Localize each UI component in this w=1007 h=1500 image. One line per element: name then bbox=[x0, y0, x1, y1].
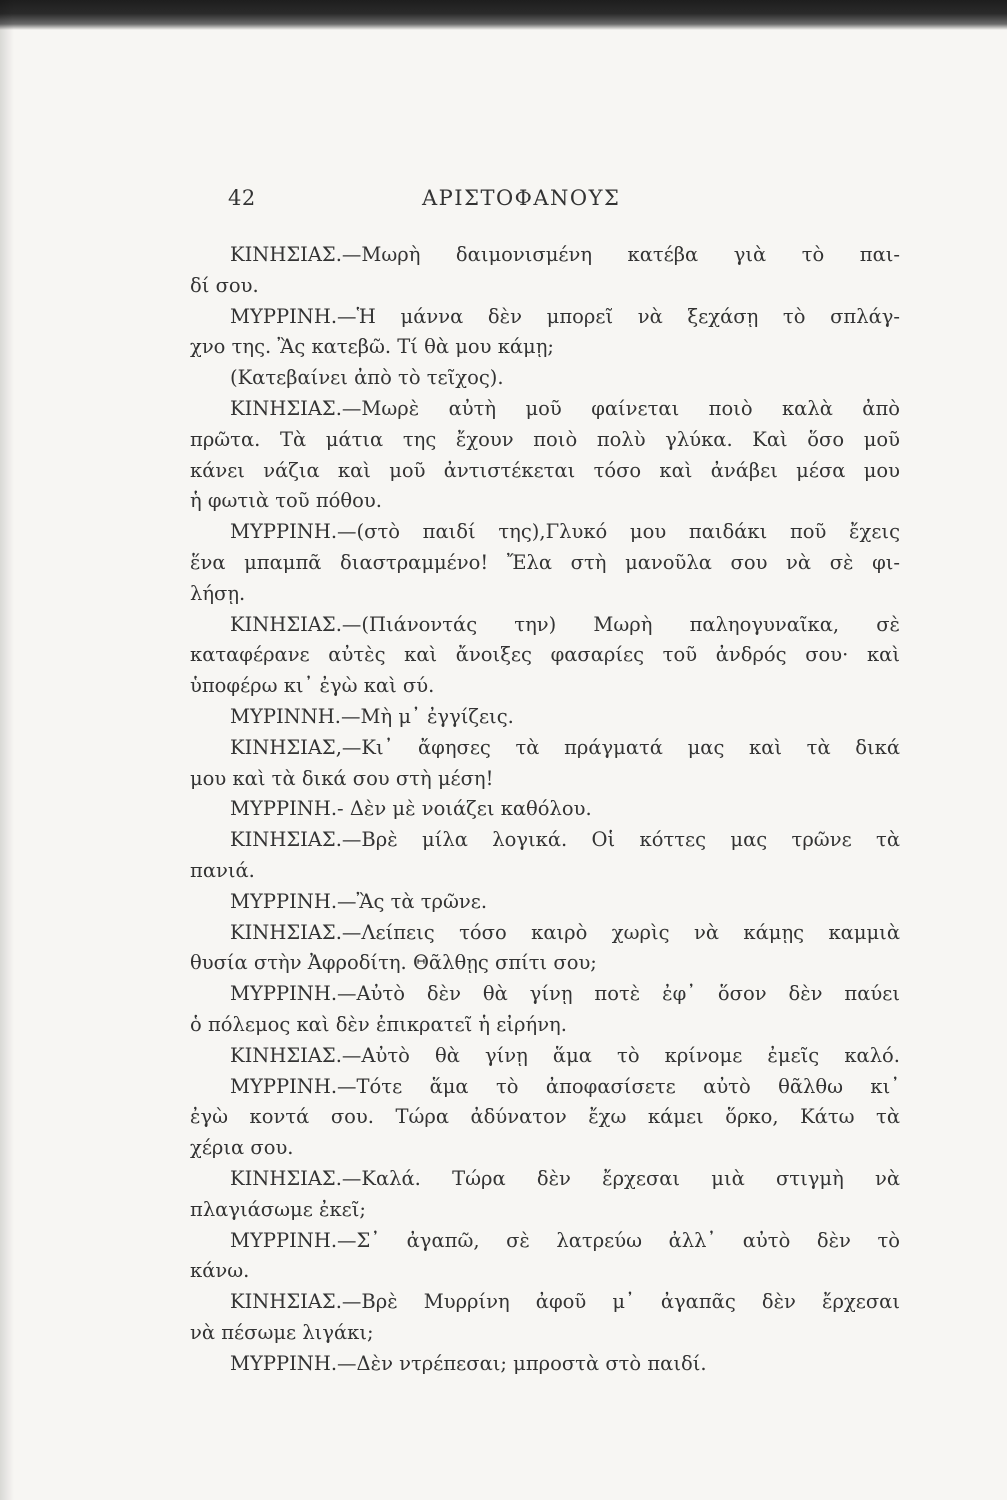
text-line: χνο της. Ἂς κατεβῶ. Τί θὰ μου κάμῃ; bbox=[190, 335, 554, 358]
running-title: ΑΡΙΣΤΟΦΑΝΟΥΣ bbox=[422, 186, 621, 210]
text-line: πανιά. bbox=[190, 859, 255, 882]
text-line: χέρια σου. bbox=[190, 1136, 294, 1159]
text-line: ΜΥΡΡΙΝΗ.—Ἂς τὰ τρῶνε. bbox=[230, 890, 488, 913]
text-line: ἕνα μπαμπᾶ διαστραμμένο! Ἔλα στὴ μανοῦλα σου νὰ σὲ φι- bbox=[190, 551, 900, 574]
text-line: ἡ φωτιὰ τοῦ πόθου. bbox=[190, 489, 382, 512]
page-left-edge-shadow bbox=[0, 0, 14, 1500]
text-line: ΜΥΡΡΙΝΗ.—Τότε ἅμα τὸ ἀποφασίσετε αὐτὸ θᾶλθω κι᾽ bbox=[230, 1075, 900, 1098]
text-line: πρῶτα. Τὰ μάτια της ἔχουν ποιὸ πολὺ γλύκα. Καὶ ὅσο μοῦ bbox=[190, 428, 900, 451]
text-line: ΚΙΝΗΣΙΑΣ.—Μωρὴ δαιμονισμένη κατέβα γιὰ τὸ παι- bbox=[230, 243, 900, 266]
text-line: ἐγὼ κοντά σου. Τώρα ἀδύνατον ἔχω κάμει ὅρκο, Κάτω τὰ bbox=[190, 1105, 900, 1128]
text-line: ΚΙΝΗΣΙΑΣ.—Βρὲ μίλα λογικά. Οἱ κόττες μας τρῶνε τὰ bbox=[230, 828, 900, 851]
text-line: ὁ πόλεμος καὶ δὲν ἐπικρατεῖ ἡ εἰρήνη. bbox=[190, 1013, 567, 1036]
text-line: ΚΙΝΗΣΙΑΣ.—Βρὲ Μυρρίνη ἀφοῦ μ᾽ ἀγαπᾶς δὲν ἔρχεσαι bbox=[230, 1290, 900, 1313]
text-line: μου καὶ τὰ δικά σου στὴ μέση! bbox=[190, 767, 494, 790]
text-line: θυσία στὴν Ἀφροδίτη. Θᾶλθῃς σπίτι σου; bbox=[190, 951, 597, 974]
text-line: ΚΙΝΗΣΙΑΣ,—Κι᾽ ἄφησες τὰ πράγματά μας καὶ τὰ δικά bbox=[230, 736, 900, 759]
text-line: καταφέρανε αὐτὲς καὶ ἄνοιξες φασαρίες τοῦ ἀνδρός σου· καὶ bbox=[190, 643, 900, 666]
text-line: ΜΥΡΡΙΝΗ.—Αὐτὸ δὲν θὰ γίνῃ ποτὲ ἐφ᾽ ὅσον δὲν παύει bbox=[230, 982, 900, 1005]
text-line: νὰ πέσωμε λιγάκι; bbox=[190, 1321, 374, 1344]
text-line: ΚΙΝΗΣΙΑΣ.—(Πιάνοντάς την) Μωρὴ παληογυναῖκα, σὲ bbox=[230, 613, 900, 636]
text-line: ΚΙΝΗΣΙΑΣ.—Αὐτὸ θὰ γίνῃ ἅμα τὸ κρίνομε ἐμεῖς καλό. bbox=[230, 1044, 900, 1067]
text-line: ΚΙΝΗΣΙΑΣ.—Καλά. Τώρα δὲν ἔρχεσαι μιὰ στιγμὴ νὰ bbox=[230, 1167, 900, 1190]
text-line: ΜΥΡΡΙΝΗ.- Δὲν μὲ νοιάζει καθόλου. bbox=[230, 797, 592, 820]
page-top-edge-shadow bbox=[0, 0, 1007, 30]
text-line: ΜΥΡΡΙΝΗ.—(στὸ παιδί της),Γλυκό μου παιδάκι ποῦ ἔχεις bbox=[230, 520, 900, 543]
text-line: δί σου. bbox=[190, 274, 259, 297]
text-line: ΚΙΝΗΣΙΑΣ.—Μωρὲ αὐτὴ μοῦ φαίνεται ποιὸ καλὰ ἀπὸ bbox=[230, 397, 900, 420]
text-line: ΜΥΡΡΙΝΗ.—Δὲν ντρέπεσαι; μπροστὰ στὸ παιδί. bbox=[230, 1352, 707, 1375]
text-line: λήσῃ. bbox=[190, 582, 246, 605]
text-line: ὑποφέρω κι᾽ ἐγὼ καὶ σύ. bbox=[190, 674, 435, 697]
text-line: κάνω. bbox=[190, 1259, 250, 1282]
page-header bbox=[0, 180, 1007, 220]
text-line: ΚΙΝΗΣΙΑΣ.—Λείπεις τόσο καιρὸ χωρὶς νὰ κάμῃς καμμιὰ bbox=[230, 921, 900, 944]
text-line: κάνει νάζια καὶ μοῦ ἀντιστέκεται τόσο καὶ ἀνάβει μέσα μου bbox=[190, 459, 900, 482]
text-line: πλαγιάσωμε ἐκεῖ; bbox=[190, 1198, 366, 1221]
page-number: 42 bbox=[228, 186, 256, 210]
text-line: (Κατεβαίνει ἀπὸ τὸ τεῖχος). bbox=[230, 366, 504, 389]
text-line: ΜΥΡΙΝΝΗ.—Μὴ μ᾽ ἐγγίζεις. bbox=[230, 705, 514, 728]
text-line: ΜΥΡΡΙΝΗ.—Σ᾽ ἀγαπῶ, σὲ λατρεύω ἀλλ᾽ αὐτὸ δὲν τὸ bbox=[230, 1229, 900, 1252]
text-line: ΜΥΡΡΙΝΗ.—Ἡ μάννα δὲν μπορεῖ νὰ ξεχάσῃ τὸ σπλάγ- bbox=[230, 305, 900, 328]
